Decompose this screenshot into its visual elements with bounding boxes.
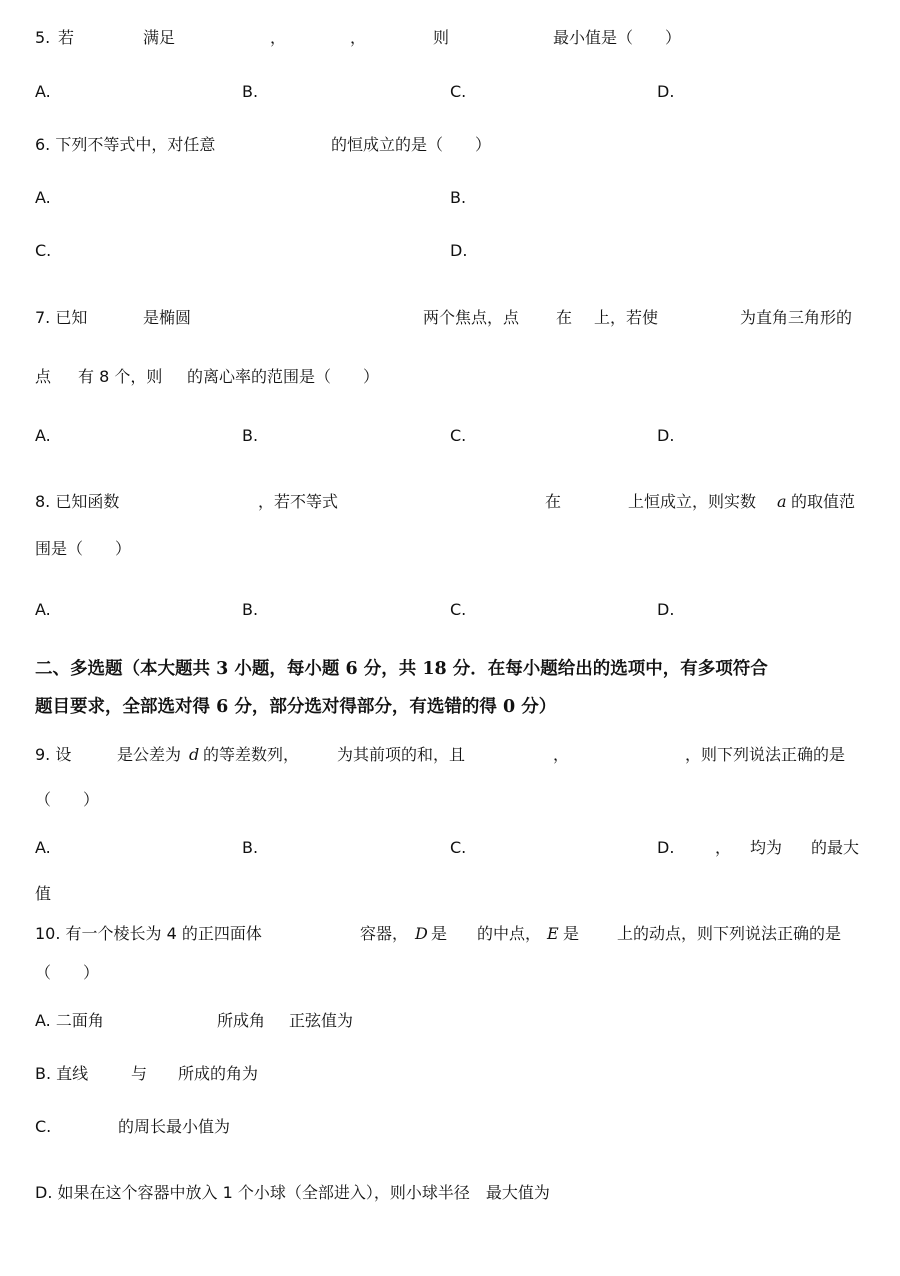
q9-option-d-text-2: 的最大 [811,838,860,857]
q5-text-manzu: 满足 [143,28,176,47]
q7-stem-8: 有 8 个，则 [78,367,163,386]
q8-stem-6: 围是（ ） [35,539,132,558]
q5-text-ruo: 若 [58,28,75,47]
q5-comma-2: ， [350,28,367,47]
q9-stem-3: 的等差数列， [203,745,300,764]
q7-stem-5: 上，若使 [594,308,659,327]
q7-stem-6: 为直角三角形的 [740,308,853,327]
q9-option-d-comma: ， [715,838,732,857]
q10-option-a-1: A. 二面角 [35,1011,104,1030]
q8-var-a: a [777,492,787,511]
q9-stem-4: 为其前项的和，且 [337,745,466,764]
q10-stem-6: 上的动点，则下列说法正确的是 [617,924,842,943]
q10-stem-2: 容器， [360,924,409,943]
q5-option-d: D. [657,82,675,101]
q10-stem-1: 10. 有一个棱长为 4 的正四面体 [35,924,262,943]
q10-stem-4: 的中点， [477,924,542,943]
q8-stem-4: 上恒成立，则实数 [628,492,757,511]
q5-text-min: 最小值是（ ） [553,28,682,47]
q8-option-c: C. [450,600,467,619]
q9-comma: ， [553,745,570,764]
q5-number: 5. [35,28,51,47]
section-2-line-2: 题目要求，全部选对得 6 分，部分选对得部分，有选错的得 0 分） [35,697,557,717]
q9-stem-5: ，则下列说法正确的是 [685,745,846,764]
q9-option-c: C. [450,838,467,857]
q10-option-c-1: C. [35,1117,52,1136]
q8-stem-3: 在 [545,492,562,511]
q6-option-c: C. [35,241,52,260]
q10-option-c-2: 的周长最小值为 [118,1117,231,1136]
q5-option-b: B. [242,82,259,101]
q9-option-d-text-1: 均为 [750,838,783,857]
q10-option-b-2: 与 [131,1064,148,1083]
q6-stem-1: 6. 下列不等式中，对任意 [35,135,216,154]
section-2-line-1: 二、多选题（本大题共 3 小题，每小题 6 分，共 18 分．在每小题给出的选项中，有多项符合 [35,659,768,679]
q10-option-a-3: 正弦值为 [289,1011,354,1030]
q7-stem-7: 点 [35,367,52,386]
q9-option-a: A. [35,838,51,857]
q7-stem-1: 7. 已知 [35,308,88,327]
q5-option-a: A. [35,82,51,101]
q10-paren: （ ） [35,963,100,982]
q5-comma-1: ， [270,28,287,47]
q7-stem-4: 在 [556,308,573,327]
q8-stem-1: 8. 已知函数 [35,492,120,511]
q7-option-c: C. [450,426,467,445]
q7-option-a: A. [35,426,51,445]
q10-option-a-2: 所成角 [217,1011,266,1030]
q5-option-c: C. [450,82,467,101]
q7-stem-3: 两个焦点，点 [423,308,520,327]
q9-paren: （ ） [35,790,100,809]
q9-stem-1: 9. 设 [35,745,72,764]
q10-option-b-3: 所成的角为 [178,1064,259,1083]
q8-option-a: A. [35,600,51,619]
q10-var-d: D [415,924,428,943]
q9-option-d: D. [657,838,675,857]
q6-option-b: B. [450,188,467,207]
q9-stem-2: 是公差为 [117,745,182,764]
q10-stem-5: 是 [563,924,580,943]
q6-option-d: D. [450,241,468,260]
q10-stem-3: 是 [431,924,448,943]
q8-stem-2: ，若不等式 [258,492,339,511]
q8-stem-5: 的取值范 [791,492,856,511]
q10-option-b-1: B. 直线 [35,1064,89,1083]
q7-option-d: D. [657,426,675,445]
q9-option-d-text-3: 值 [35,884,52,903]
q8-option-d: D. [657,600,675,619]
q6-option-a: A. [35,188,51,207]
q9-option-b: B. [242,838,259,857]
q7-stem-9: 的离心率的范围是（ ） [187,367,380,386]
q7-stem-2: 是椭圆 [143,308,192,327]
q10-option-d: D. 如果在这个容器中放入 1 个小球（全部进入），则小球半径 最大值为 [35,1183,550,1202]
q7-option-b: B. [242,426,259,445]
q9-var-d: d [189,745,200,764]
q10-var-e: E [547,924,559,943]
q6-stem-2: 的恒成立的是（ ） [331,135,492,154]
q5-text-ze: 则 [433,28,450,47]
q8-option-b: B. [242,600,259,619]
